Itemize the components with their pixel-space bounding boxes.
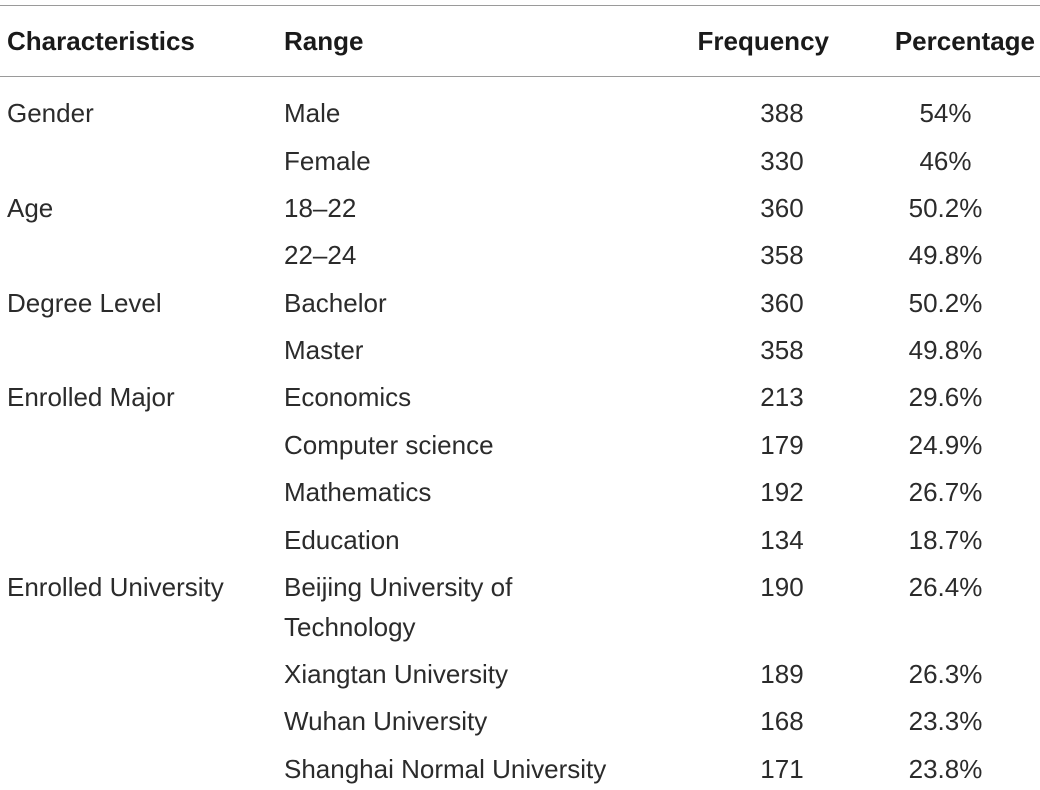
cell-characteristic: Gender xyxy=(0,77,277,135)
cell-range: 18–22 xyxy=(277,182,655,229)
header-row xyxy=(0,6,1040,77)
cell-characteristic xyxy=(0,648,277,695)
cell-percentage: 23.8% xyxy=(851,743,1040,790)
cell-percentage: 26.4% xyxy=(851,561,1040,648)
table-header xyxy=(0,6,1040,77)
table-row xyxy=(0,135,1040,182)
cell-percentage: 54% xyxy=(851,77,1040,135)
cell-characteristic xyxy=(0,743,277,790)
cell-percentage: 23.3% xyxy=(851,695,1040,742)
cell-characteristic xyxy=(0,324,277,371)
cell-characteristic xyxy=(0,419,277,466)
cell-percentage: 50.2% xyxy=(851,277,1040,324)
cell-frequency: 358 xyxy=(655,324,851,371)
cell-percentage: 50.2% xyxy=(851,182,1040,229)
cell-range: Xiangtan University xyxy=(277,648,655,695)
header-frequency: Frequency xyxy=(655,6,851,77)
cell-characteristic xyxy=(0,229,277,276)
table-row xyxy=(0,229,1040,276)
cell-range: Male xyxy=(277,77,655,135)
cell-range: Beijing University of Technology xyxy=(277,561,655,648)
header-range: Range xyxy=(277,6,655,77)
cell-range: Shanghai Normal University xyxy=(277,743,655,790)
cell-characteristic: Age xyxy=(0,182,277,229)
cell-range: Master xyxy=(277,324,655,371)
cell-percentage: 26.3% xyxy=(851,648,1040,695)
table-row xyxy=(0,371,1040,418)
cell-range: Computer science xyxy=(277,419,655,466)
table-body xyxy=(0,77,1040,790)
cell-frequency: 168 xyxy=(655,695,851,742)
table-row xyxy=(0,466,1040,513)
cell-characteristic xyxy=(0,695,277,742)
cell-percentage: 49.8% xyxy=(851,229,1040,276)
cell-frequency: 192 xyxy=(655,466,851,513)
table-row xyxy=(0,514,1040,561)
cell-percentage: 18.7% xyxy=(851,514,1040,561)
cell-characteristic xyxy=(0,466,277,513)
cell-frequency: 190 xyxy=(655,561,851,648)
cell-characteristic xyxy=(0,135,277,182)
table-row xyxy=(0,561,1040,648)
table-row xyxy=(0,695,1040,742)
cell-range: Bachelor xyxy=(277,277,655,324)
cell-frequency: 360 xyxy=(655,182,851,229)
cell-frequency: 171 xyxy=(655,743,851,790)
cell-characteristic: Enrolled University xyxy=(0,561,277,648)
cell-frequency: 134 xyxy=(655,514,851,561)
table-row xyxy=(0,77,1040,135)
cell-frequency: 360 xyxy=(655,277,851,324)
cell-percentage: 29.6% xyxy=(851,371,1040,418)
table-row xyxy=(0,324,1040,371)
cell-characteristic xyxy=(0,514,277,561)
cell-characteristic: Degree Level xyxy=(0,277,277,324)
cell-percentage: 24.9% xyxy=(851,419,1040,466)
cell-frequency: 179 xyxy=(655,419,851,466)
cell-percentage: 26.7% xyxy=(851,466,1040,513)
cell-frequency: 358 xyxy=(655,229,851,276)
table-row xyxy=(0,743,1040,790)
cell-percentage: 49.8% xyxy=(851,324,1040,371)
cell-frequency: 189 xyxy=(655,648,851,695)
cell-range: 22–24 xyxy=(277,229,655,276)
cell-frequency: 330 xyxy=(655,135,851,182)
cell-range: Education xyxy=(277,514,655,561)
header-characteristics: Characteristics xyxy=(0,6,277,77)
table-row xyxy=(0,182,1040,229)
cell-range: Female xyxy=(277,135,655,182)
cell-characteristic: Enrolled Major xyxy=(0,371,277,418)
table-row xyxy=(0,648,1040,695)
cell-range: Mathematics xyxy=(277,466,655,513)
table-row xyxy=(0,419,1040,466)
cell-frequency: 388 xyxy=(655,77,851,135)
demographics-table xyxy=(0,5,1040,790)
table-row xyxy=(0,277,1040,324)
header-percentage: Percentage xyxy=(851,6,1040,77)
cell-range: Wuhan University xyxy=(277,695,655,742)
cell-frequency: 213 xyxy=(655,371,851,418)
cell-range: Economics xyxy=(277,371,655,418)
cell-percentage: 46% xyxy=(851,135,1040,182)
